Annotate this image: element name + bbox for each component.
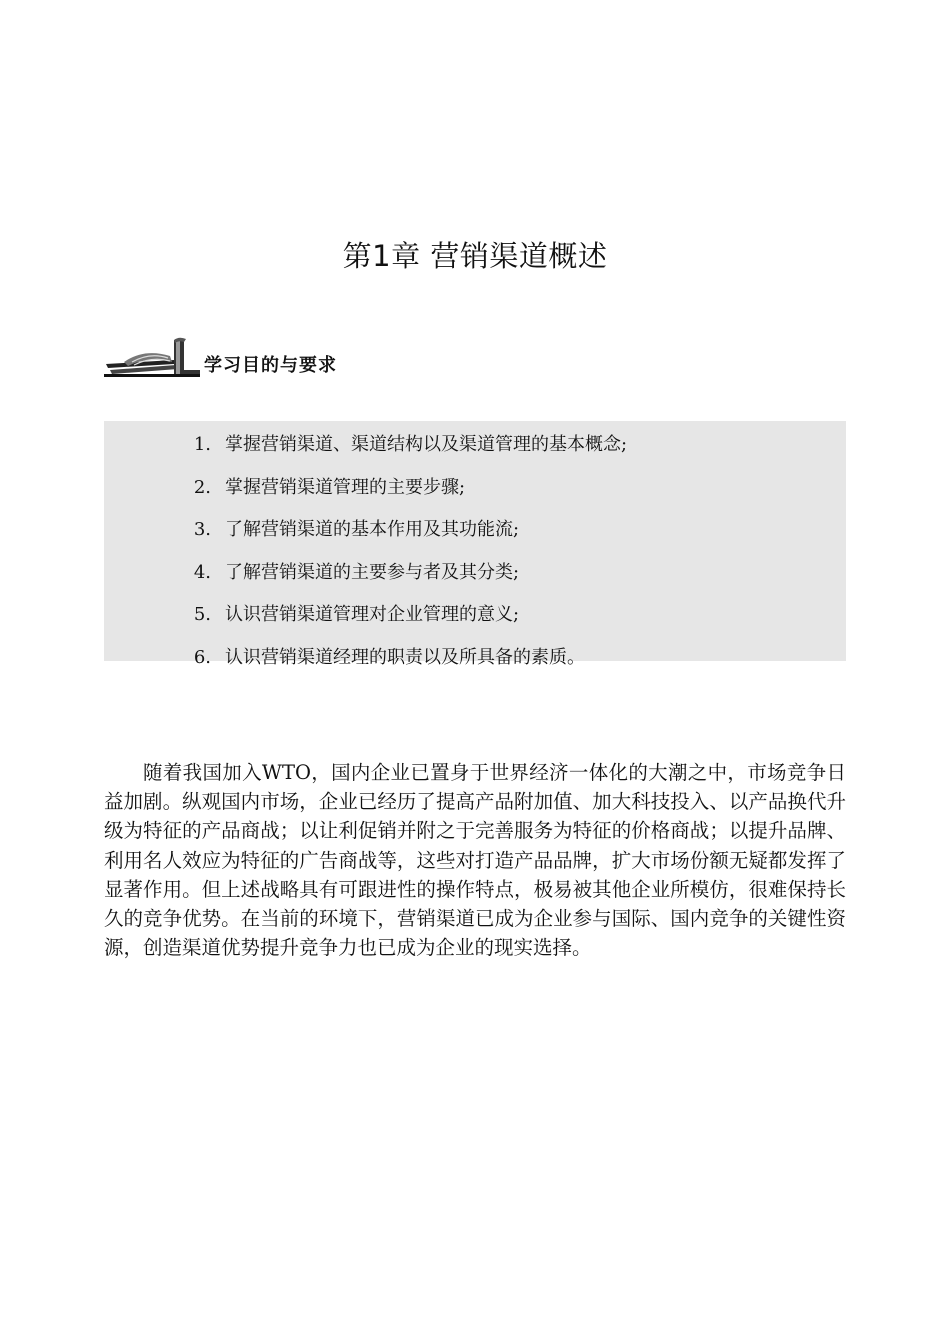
- book-icon: [104, 334, 202, 378]
- list-item-text: 掌握营销渠道、渠道结构以及渠道管理的基本概念;: [225, 434, 628, 455]
- chapter-title: 第1章 营销渠道概述: [342, 239, 608, 273]
- list-item-number: 1.: [193, 434, 211, 455]
- list-item-text: 掌握营销渠道管理的主要步骤;: [225, 476, 466, 498]
- list-item-text: 了解营销渠道的基本作用及其功能流;: [225, 519, 520, 540]
- list-item: [104, 467, 846, 510]
- list-item-number: 3.: [193, 519, 211, 540]
- list-item-text: 认识营销渠道管理对企业管理的意义;: [225, 604, 520, 625]
- list-item: [104, 509, 846, 552]
- list-item-number: 2.: [193, 476, 211, 498]
- list-item: [104, 637, 846, 680]
- objectives-list: [104, 421, 846, 679]
- list-item: [104, 594, 846, 637]
- list-item: [104, 552, 846, 595]
- objectives-box: [104, 421, 846, 668]
- list-item-text: 了解营销渠道的主要参与者及其分类;: [225, 561, 520, 583]
- list-item-text: 认识营销渠道经理的职责以及所具备的素质。: [225, 646, 585, 668]
- list-item: [104, 424, 846, 467]
- list-item-number: 6.: [193, 646, 211, 668]
- list-item-number: 5.: [193, 604, 211, 625]
- list-item-number: 4.: [193, 561, 211, 583]
- section-heading: [104, 334, 337, 378]
- intro-paragraph: 随着我国加入WTO，国内企业已置身于世界经济一体化的大潮之中，市场竞争日益加剧。纵观国内市场，企业已经历了提高产品附加值、加大科技投入、以产品换代升级为特征的产品商战；以让利促销并附之于完善服务为特征的价格商战；以提升品牌、利用名人效应为特征的广告商战等，这些对打造产品品牌，扩大市场份额无疑都发挥了显著作用。但上述战略具有可跟进性的操作特点，极易被其他企业所模仿，很难保持长久的竞争优势。在当前的环境下，营销渠道已成为企业参与国际、国内竞争的关键性资源，创造渠道优势提升竞争力也已成为企业的现实选择。: [104, 761, 846, 960]
- section-title: 学习目的与要求: [204, 355, 337, 376]
